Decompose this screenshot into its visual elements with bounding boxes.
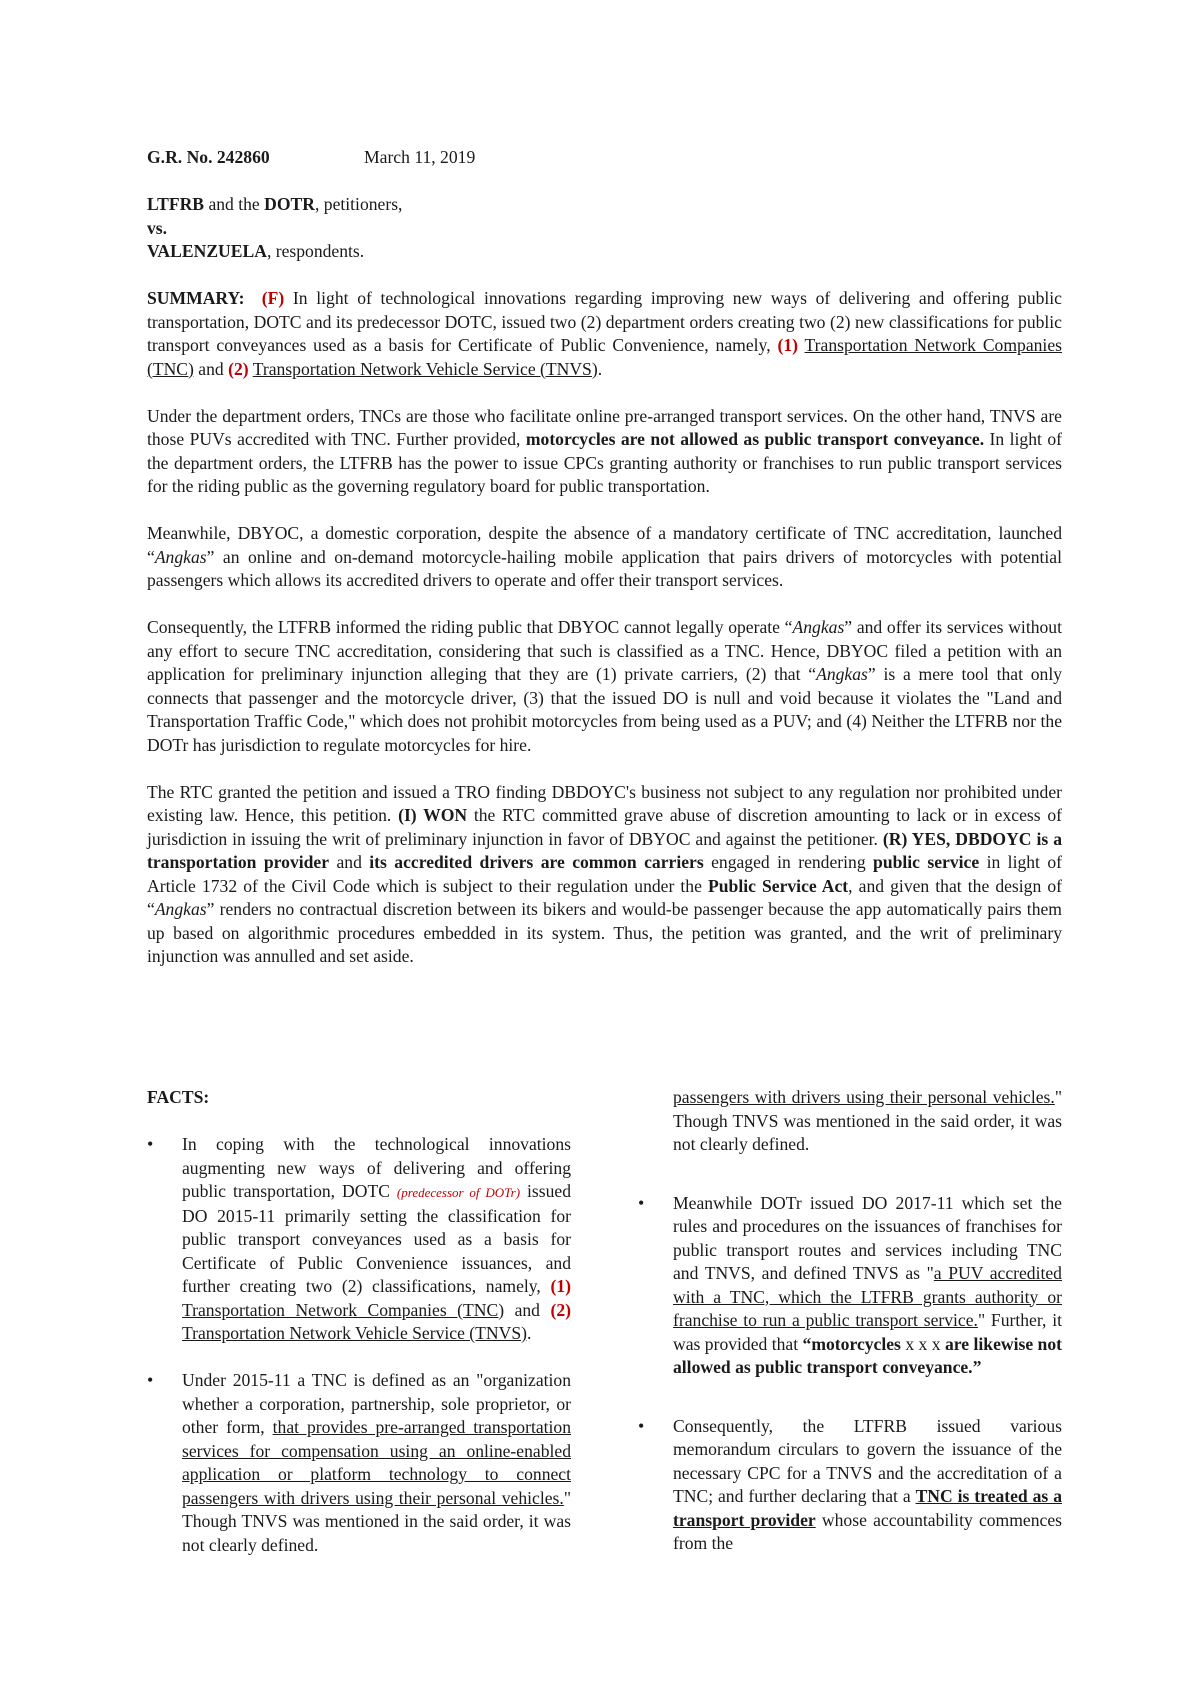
text: In light of the department orders, the LTFRB has the power to issue CPCs granting authority or franchises to run public transport services for the riding public as the governing regulatory board for public transportation. bbox=[147, 429, 1063, 496]
tnvs-definition: a PUV accredited with a TNC, which the LTFRB grants authority or franchise to run a public transport service. bbox=[673, 1263, 1062, 1330]
facts-column-left bbox=[147, 1086, 572, 1555]
versus: vs. bbox=[147, 217, 168, 238]
bold-text: “motorcycles bbox=[802, 1333, 901, 1354]
conj: and bbox=[504, 1299, 551, 1320]
list-item bbox=[638, 1415, 1062, 1556]
text: ” and offer its services without any effort to secure TNC accreditation, considering that such is classified as a TNC. Hence, DBYOC filed a petition with an application for preliminary injunction alleging that they are (1) private carriers, (2) that “ bbox=[147, 617, 1062, 684]
petitioners-label: , petitioners, bbox=[314, 194, 403, 214]
text: Meanwhile, DBYOC, a domestic corporation, despite the absence of a mandatory certificate of TNC accreditation, launched “ bbox=[147, 523, 1062, 567]
summary-paragraph-4 bbox=[147, 616, 1062, 757]
tnvs-term: Transportation Network Vehicle Service (TNVS) bbox=[252, 358, 598, 379]
petitioner-dotr: DOTR bbox=[264, 194, 315, 214]
bold-text: public service bbox=[873, 852, 980, 872]
tnc-definition: that provides pre-arranged transportation services for compensation using an online-enabled application or platform technology to connect passengers with drivers using their personal vehicles. bbox=[182, 1417, 572, 1508]
item-number-2: (2) bbox=[228, 358, 249, 379]
text: whose accountability commences from the bbox=[673, 1509, 1063, 1553]
list-item bbox=[147, 1133, 571, 1346]
text: " Further, it was provided that bbox=[673, 1310, 1062, 1354]
issue-marker: (I) WON bbox=[398, 805, 468, 825]
document-body bbox=[147, 146, 1062, 969]
predecessor-note: (predecessor of DOTr) bbox=[396, 1185, 521, 1200]
list-item bbox=[638, 1192, 1062, 1380]
summary-text: In light of technological innovations regarding improving new ways of delivering and offering public transportation, DOTC and its predecessor DOTC, issued two (2) department orders creating two (2) new classifications for public transport conveyances used as a basis for Certificate of Public Convenience, namely, bbox=[147, 288, 1062, 355]
petitioner-ltfrb: LTFRB bbox=[147, 194, 205, 214]
period: . bbox=[526, 1323, 532, 1343]
period: . bbox=[597, 358, 603, 379]
angkas-term: Angkas bbox=[154, 899, 207, 919]
decision-date: March 11, 2019 bbox=[364, 147, 476, 167]
text: x x x bbox=[900, 1333, 945, 1354]
bold-text: are likewise not allowed as public transport conveyance.” bbox=[673, 1333, 1062, 1377]
text: engaged in rendering bbox=[703, 852, 874, 872]
petitioners-conj: and the bbox=[204, 194, 265, 214]
continued-text: passengers with drivers using their personal vehicles." Though TNVS was mentioned in the said order, it was not clearly defined. bbox=[673, 1087, 1062, 1154]
summary-paragraph-2 bbox=[147, 405, 1062, 499]
text: , and given that the design of “ bbox=[147, 875, 1062, 919]
bold-text: motorcycles are not allowed as public transport conveyance. bbox=[525, 429, 985, 449]
angkas-term: Angkas bbox=[816, 664, 868, 684]
tnc-term: Transportation Network Companies (TNC) bbox=[182, 1299, 505, 1320]
conj: and bbox=[193, 358, 229, 379]
facts-heading: FACTS: bbox=[147, 1087, 210, 1107]
text: Under 2015-11 a TNC is defined as an "organization whether a corporation, partnership, sole proprietor, or other form, bbox=[182, 1370, 571, 1437]
respondent-name: VALENZUELA bbox=[147, 241, 267, 261]
summary-paragraph-3 bbox=[147, 522, 1062, 593]
spacer bbox=[638, 1380, 1062, 1415]
text: ” an online and on-demand motorcycle-hailing mobile application that pairs drivers of motorcycles with potential passengers which allows its accredited drivers to operate and offer their transport services. bbox=[147, 546, 1062, 590]
tnvs-term: Transportation Network Vehicle Service (TNVS) bbox=[182, 1323, 527, 1343]
facts-marker: (F) bbox=[261, 288, 285, 308]
facts-list-right bbox=[638, 1086, 1062, 1556]
summary-label: SUMMARY: bbox=[147, 288, 245, 308]
tnc-transport-provider: TNC is treated as a transport provider bbox=[673, 1486, 1062, 1530]
item-number-2: (2) bbox=[550, 1299, 571, 1320]
text: ” is a mere tool that only connects that passenger and the motorcycle driver, (3) that the issued DO is null and void because it violates the "Land and Transportation Traffic Code," which does not prohibit motorcycles from being used as a PUV; and (4) Neither the LTFRB nor the DOTr has jurisdiction to regulate motorcycles for hire. bbox=[147, 664, 1063, 755]
text: The RTC granted the petition and issued a TRO finding DBDOYC's business not subject to any regulation nor prohibited under existing law. Hence, this petition. bbox=[147, 781, 1062, 825]
text: issued DO 2015-11 primarily setting the classification for public transport conveyances used as a basis for Certificate of Public Convenience issuances, and further creating two (2) classifications, namely, bbox=[182, 1181, 571, 1296]
text: Meanwhile DOTr issued DO 2017-11 which set the rules and procedures on the issuances of franchises for public transport routes and services including TNC and TNVS, and defined TNVS as " bbox=[673, 1192, 1062, 1283]
angkas-term: Angkas bbox=[154, 546, 207, 567]
spacer bbox=[638, 1157, 1062, 1192]
case-header bbox=[147, 146, 1062, 170]
item-number-1: (1) bbox=[550, 1276, 571, 1296]
text: ” renders no contractual discretion between its bikers and would-be passenger because the app automatically pairs them up based on algorithmic procedures embedded in its system. Thus, the petition was granted, and the writ of preliminary injunction was annulled and set aside. bbox=[147, 899, 1062, 966]
gr-number: G.R. No. 242860 bbox=[147, 147, 270, 167]
text: In coping with the technological innovations augmenting new ways of delivering and offering public transportation, DOTC bbox=[182, 1134, 571, 1201]
text: Under the department orders, TNCs are those who facilitate online pre-arranged transport services. On the other hand, TNVS are those PUVs accredited with TNC. Further provided, bbox=[147, 405, 1062, 449]
text: " Though TNVS was mentioned in the said order, it was not clearly defined. bbox=[182, 1487, 571, 1555]
respondents-label: , respondents. bbox=[266, 241, 365, 261]
facts-column-right-flow bbox=[638, 1086, 1062, 1556]
text: and bbox=[329, 852, 370, 872]
text: the RTC committed grave abuse of discretion amounting to lack or in excess of jurisdiction in issuing the writ of preliminary injunction in favor of DBYOC and against the petitioner. bbox=[147, 805, 1062, 849]
tnc-term: Transportation Network Companies (TNC) bbox=[147, 335, 1062, 379]
bold-text: its accredited drivers are common carriers bbox=[369, 852, 704, 872]
text: Consequently, the LTFRB informed the riding public that DBYOC cannot legally operate “ bbox=[147, 617, 793, 637]
item-number-1: (1) bbox=[777, 335, 798, 355]
text: in light of Article 1732 of the Civil Code which is subject to their regulation under the bbox=[147, 852, 1063, 896]
petitioners-line bbox=[147, 193, 1062, 217]
bold-text: Public Service Act bbox=[708, 875, 849, 896]
ruling-marker: (R) YES, DBDOYC is a transportation provider bbox=[147, 828, 1062, 872]
spacer bbox=[147, 1346, 571, 1370]
continued-definition: passengers with drivers using their personal vehicles. bbox=[673, 1087, 1055, 1107]
respondents-line bbox=[147, 240, 1062, 264]
angkas-term: Angkas bbox=[792, 617, 845, 637]
summary-paragraph-5 bbox=[147, 781, 1062, 969]
list-item bbox=[147, 1369, 571, 1557]
text: Consequently, the LTFRB issued various memorandum circulars to govern the issuance of the necessary CPC for a TNVS and the accreditation of a TNC; and further declaring that a bbox=[673, 1415, 1062, 1506]
summary-paragraph-1 bbox=[147, 287, 1062, 381]
facts-list-left bbox=[147, 1133, 571, 1557]
